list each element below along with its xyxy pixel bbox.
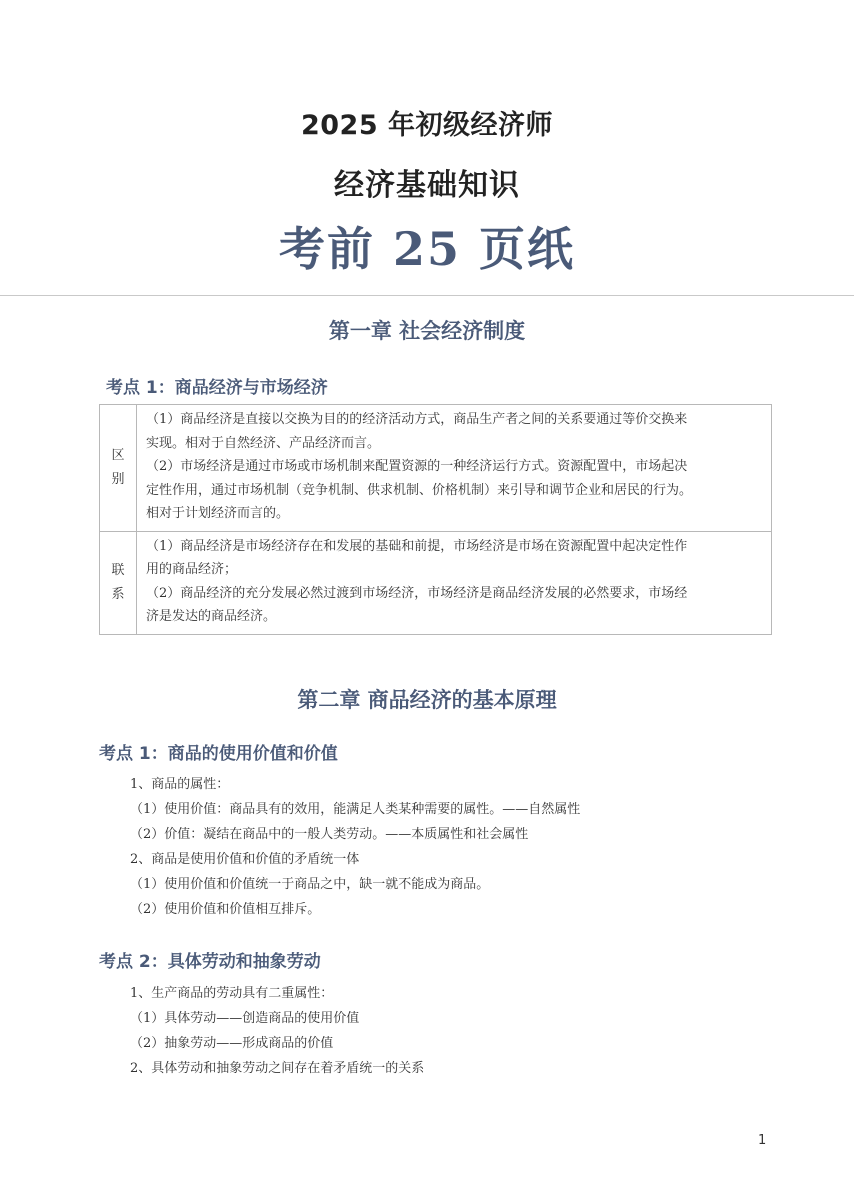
- doc-title-line2: 经济基础知识: [334, 168, 520, 203]
- ch2-kp2-body: [130, 981, 790, 1081]
- table-row-difference: [100, 405, 772, 532]
- list-item: （1）具体劳动——创造商品的使用价值: [130, 1011, 360, 1026]
- doc-title-line3: 考前 25 页纸: [278, 222, 576, 276]
- row-label-difference: 区 别: [100, 405, 137, 532]
- header-divider: [0, 295, 854, 296]
- row-content-difference: （1）商品经济是直接以交换为目的的经济活动方式，商品生产者之间的关系要通过等价交换来 实现。相对于自然经济、产品经济而言。 （2）市场经济是通过市场或市场机制来配置资源的一种经济运行方式。资源配置中，市场起决 定性作用，通过市场机制（竞争机制、供求机制、价格机制）来引导和调节企业和居民的行为。 相对于计划经济而言的。: [137, 405, 772, 532]
- row-content-connection: （1）商品经济是市场经济存在和发展的基础和前提，市场经济是市场在资源配置中起决定性作 用的商品经济； （2）商品经济的充分发展必然过渡到市场经济，市场经济是商品经济发展的必然要求，市场经 济是发达的商品经济。: [137, 531, 772, 634]
- ch1-kp1-heading: 考点 1：商品经济与市场经济: [106, 378, 328, 398]
- table-row-connection: [100, 531, 772, 634]
- list-item: 2、具体劳动和抽象劳动之间存在着矛盾统一的关系: [130, 1061, 425, 1076]
- list-item: （2）价值：凝结在商品中的一般人类劳动。——本质属性和社会属性: [130, 827, 529, 842]
- page-number: 1: [758, 1133, 767, 1148]
- ch2-kp1-heading: 考点 1：商品的使用价值和价值: [99, 744, 338, 764]
- chapter2-title: 第二章 商品经济的基本原理: [297, 687, 557, 712]
- list-item: 1、商品的属性：: [130, 777, 230, 792]
- row-label-connection: 联 系: [100, 531, 137, 634]
- list-item: 2、商品是使用价值和价值的矛盾统一体: [130, 852, 360, 867]
- ch2-kp1-body: [130, 772, 790, 922]
- ch2-kp2-heading: 考点 2：具体劳动和抽象劳动: [99, 952, 321, 972]
- list-item: 1、生产商品的劳动具有二重属性：: [130, 986, 334, 1001]
- list-item: （1）使用价值和价值统一于商品之中，缺一就不能成为商品。: [130, 877, 490, 892]
- list-item: （1）使用价值：商品具有的效用，能满足人类某种需要的属性。——自然属性: [130, 802, 581, 817]
- list-item: （2）抽象劳动——形成商品的价值: [130, 1036, 334, 1051]
- chapter1-title: 第一章 社会经济制度: [328, 318, 526, 343]
- doc-title-line1: 2025 年初级经济师: [300, 110, 554, 141]
- comparison-table: [99, 404, 772, 635]
- list-item: （2）使用价值和价值相互排斥。: [130, 902, 321, 917]
